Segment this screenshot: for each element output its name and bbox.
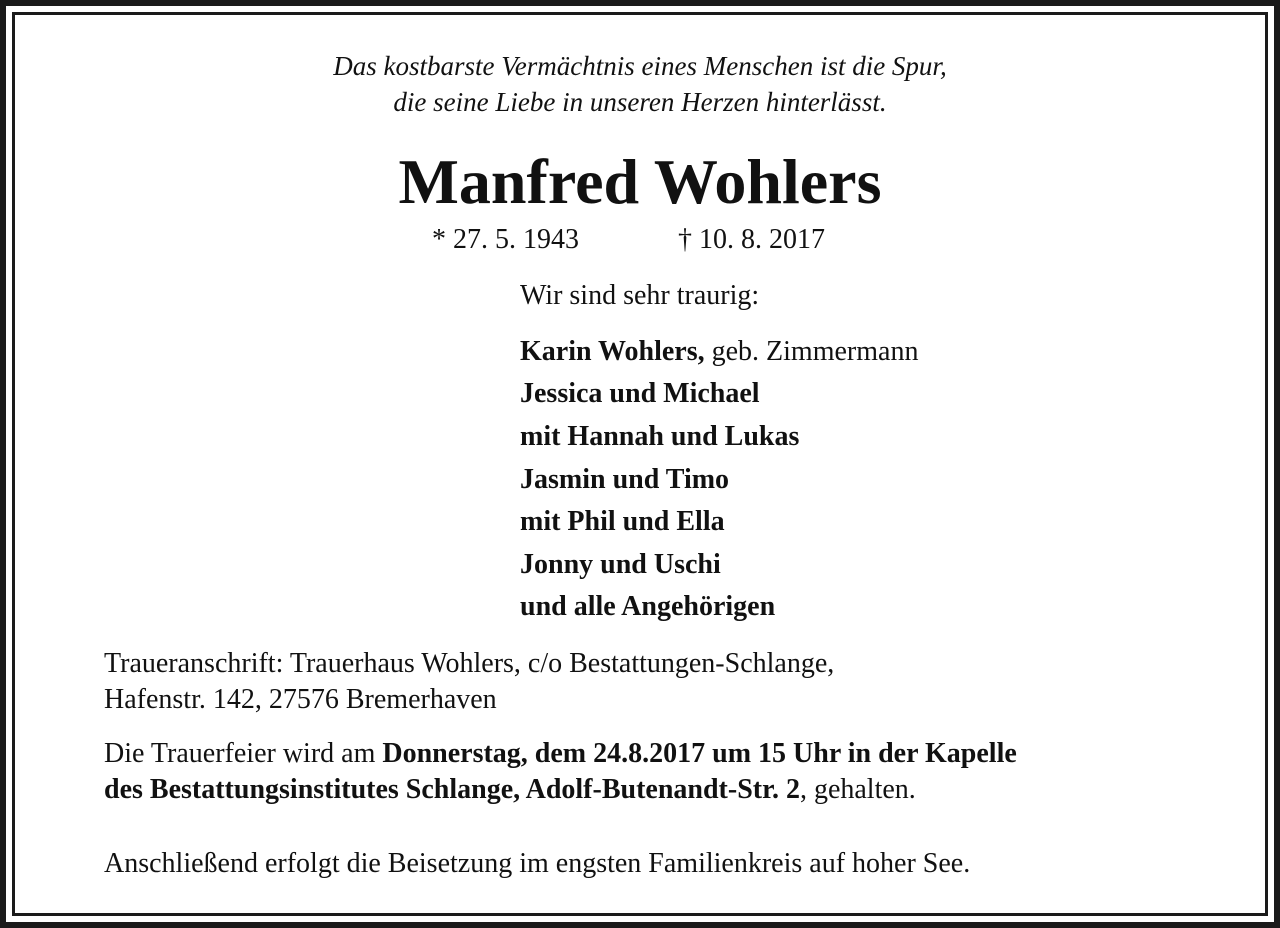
address-line-2: Hafenstr. 142, 27576 Bremerhaven [104,684,497,715]
burial-note: Anschließend erfolgt die Beisetzung im engsten Familienkreis auf hoher See. [104,848,971,879]
mourner-line: Jessica und Michael [520,378,760,409]
mourner-line: mit Phil und Ella [520,506,725,537]
mourner-line: Jasmin und Timo [520,464,730,495]
deceased-name: Manfred Wohlers [398,146,882,217]
mourner-line [520,334,918,370]
motto-line-2: die seine Liebe in unseren Herzen hinterlässt. [393,87,887,117]
ceremony-line-1 [104,736,1017,772]
ceremony-closing: , gehalten. [799,774,916,805]
mourner-line: Jonny und Uschi [520,549,721,580]
ceremony-date-place: Donnerstag, dem 24.8.2017 um 15 Uhr in der Kapelle [382,738,1017,769]
address-line-1: Traueranschrift: Trauerhaus Wohlers, c/o Bestattungen-Schlange, [104,648,835,679]
motto-line-1: Das kostbarste Vermächtnis eines Menschen ist die Spur, [333,51,947,81]
mourner-name: Karin Wohlers, [520,336,705,367]
ceremony-intro: Die Trauerfeier wird am [104,738,383,769]
mourner-line: und alle Angehörigen [520,591,776,622]
mourner-line: mit Hannah und Lukas [520,421,800,452]
birth-date: * 27. 5. 1943 [432,224,579,255]
mourners-intro: Wir sind sehr traurig: [520,280,760,311]
death-date: † 10. 8. 2017 [678,224,825,255]
mourner-note: geb. Zimmermann [704,336,919,367]
ceremony-line-2 [104,772,916,808]
ceremony-location: des Bestattungsinstitutes Schlange, Adolf-Butenandt-Str. 2 [104,774,800,805]
